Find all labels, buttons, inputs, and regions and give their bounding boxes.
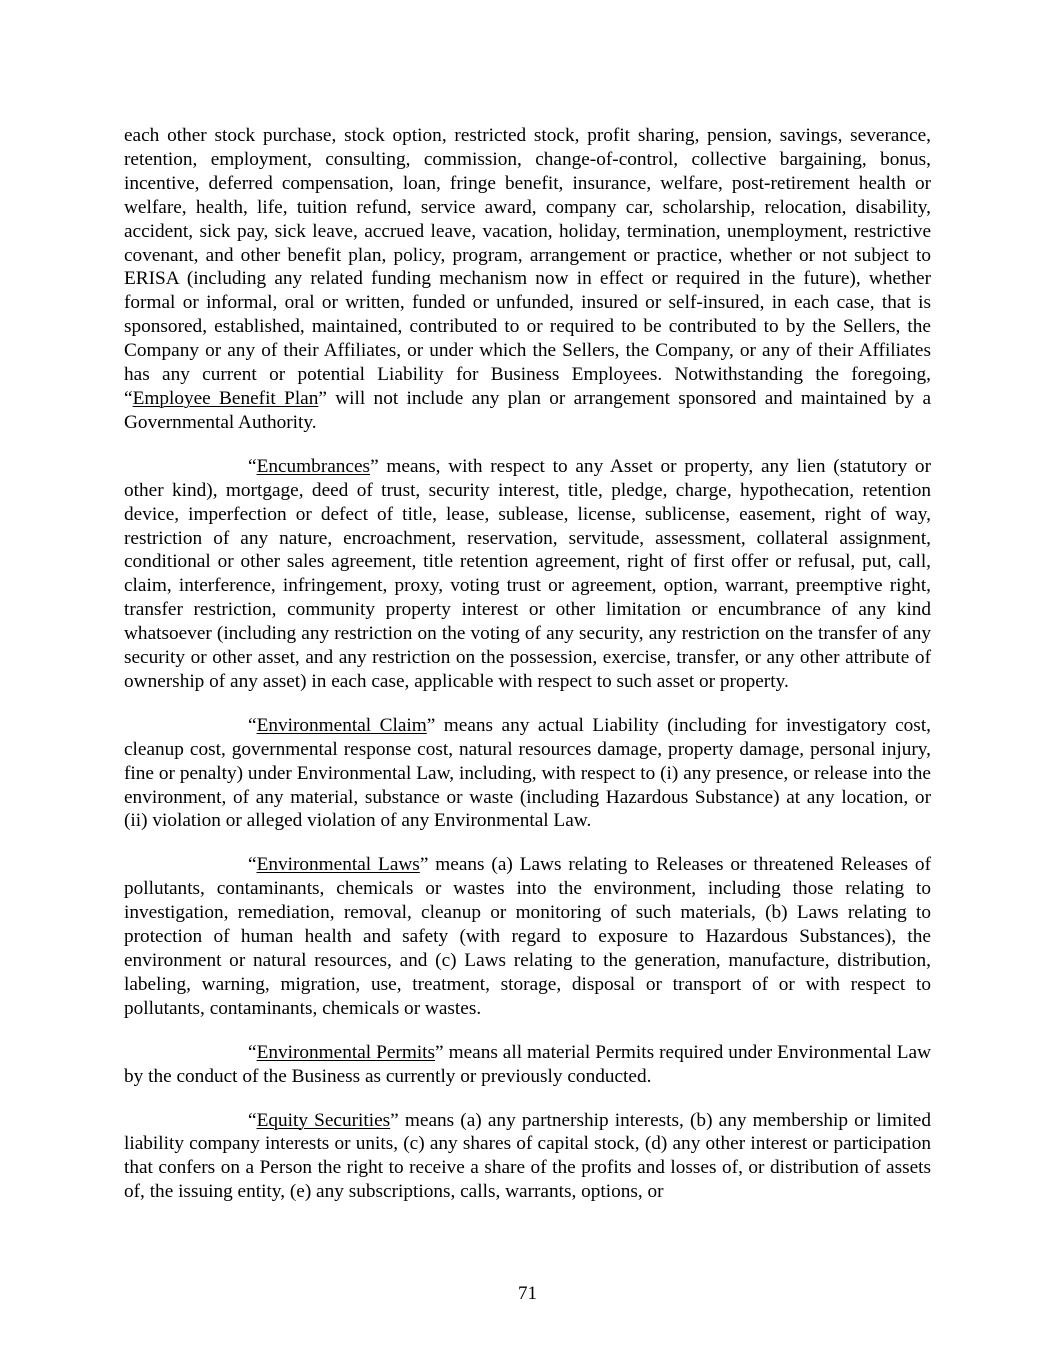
open-quote: “: [248, 1109, 257, 1131]
paragraph-text: each other stock purchase, stock option, restricted stock, profit sharing, pension, savings, severance, retention, employment, consulting, commission, change-of-control, collective bargaining, bonus, incentive, deferred compensation, loan, fringe benefit, insurance, welfare, post-retirement health or welfare, health, life, tuition refund, service award, company car, scholarship, relocation, disability, accident, sick pay, sick leave, accrued leave, vacation, holiday, termination, unemployment, restrictive covenant, and other benefit plan, policy, program, arrangement or practice, whether or not subject to ERISA (including any related funding mechanism now in effect or required in the future), whether formal or informal, oral or written, funded or unfunded, insured or self-insured, in each case, that is sponsored, established, maintained, contributed to or required to be contributed to by the Sellers, the Company or any of their Affiliates, or under which the Sellers, the Company, or any of their Affiliates has any current or potential Liability for Business Employees. Notwithstanding the foregoing, “: [124, 125, 931, 409]
definition-text: ” means (a) Laws relating to Releases or threatened Releases of pollutants, contaminants, chemicals or wastes into the environment, including those relating to investigation, remediation, removal, cleanup or monitoring of such materials, (b) Laws relating to protection of human health and safety (with regard to exposure to Hazardous Substances), the environment or natural resources, and (c) Laws relating to the generation, manufacture, distribution, labeling, warning, migration, use, treatment, storage, disposal or transport of or with respect to pollutants, contaminants, chemicals or wastes.: [124, 854, 931, 1019]
paragraph-text: ” will not include any plan or arrangement sponsored and maintained by a Governmental Authority.: [124, 387, 932, 433]
definition-text: ” means (a) any partnership interests, (b) any membership or limited liability company interests or units, (c) any shares of capital stock, (d) any other interest or participation that confers on a Person the right to receive a share of the profits and losses of, or distribution of assets of, the issuing entity, (e) any subscriptions, calls, warrants, options, or: [124, 1109, 931, 1203]
page-number: 71: [518, 1283, 537, 1304]
definition-text: ” means any actual Liability (including for investigatory cost, cleanup cost, governmental response cost, natural resources damage, property damage, personal injury, fine or penalty) under Environmental Law, including, with respect to (i) any presence, or release into the environment, of any material, substance or waste (including Hazardous Substance) at any location, or (ii) violation or alleged violation of any Environmental Law.: [124, 714, 931, 832]
defined-term-employee-benefit-plan: Employee Benefit Plan: [132, 387, 319, 409]
definition-text: ” means all material Permits required under Environmental Law by the conduct of the Business as currently or previously conducted.: [124, 1041, 931, 1087]
paragraph-employee-benefit-plan-continuation: [124, 124, 931, 435]
defined-term-environmental-permits: Environmental Permits: [256, 1041, 436, 1063]
defined-term-equity-securities: Equity Securities: [256, 1109, 391, 1131]
open-quote: “: [248, 455, 257, 477]
open-quote: “: [248, 1041, 257, 1063]
defined-term-environmental-claim: Environmental Claim: [256, 714, 427, 736]
definition-environmental-laws: [124, 853, 931, 1020]
open-quote: “: [248, 854, 257, 876]
definition-text: ” means, with respect to any Asset or property, any lien (statutory or other kind), mortgage, deed of trust, security interest, title, pledge, charge, hypothecation, retention device, imperfection or defect of title, lease, sublease, license, sublicense, easement, right of way, restriction of any nature, encroachment, reservation, servitude, assessment, collateral assignment, conditional or other sales agreement, title retention agreement, right of first offer or refusal, put, call, claim, interference, infringement, proxy, voting trust or agreement, option, warrant, preemptive right, transfer restriction, community property interest or other limitation or encumbrance of any kind whatsoever (including any restriction on the voting of any security, any restriction on the transfer of any security or other asset, and any restriction on the possession, exercise, transfer, or any other attribute of ownership of any asset) in each case, applicable with respect to such asset or property.: [124, 455, 931, 692]
document-page: [124, 124, 931, 1224]
defined-term-environmental-laws: Environmental Laws: [256, 854, 420, 876]
open-quote: “: [248, 714, 257, 736]
definition-environmental-claim: [124, 714, 931, 834]
defined-term-encumbrances: Encumbrances: [256, 455, 371, 477]
definition-environmental-permits: [124, 1041, 931, 1089]
definition-equity-securities: [124, 1109, 931, 1205]
definition-encumbrances: [124, 455, 931, 694]
